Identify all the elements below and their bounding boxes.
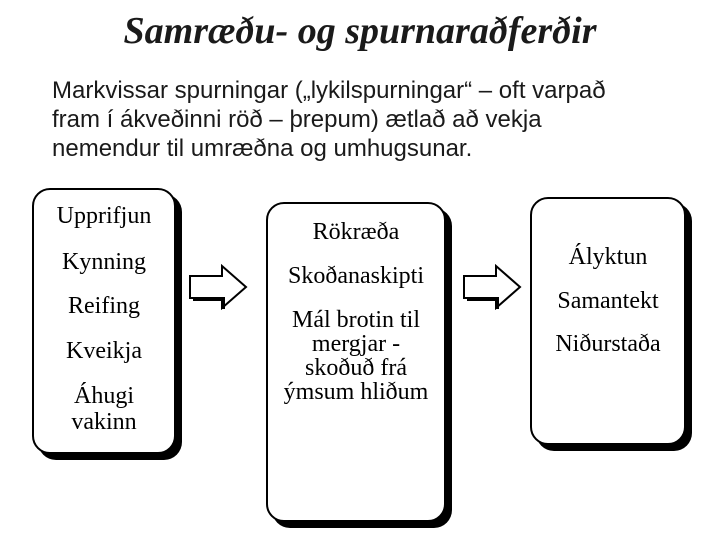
stage-item-kveikja: Kveikja xyxy=(66,338,142,364)
stage-box-discussion xyxy=(266,202,446,522)
intro-line-1: Markvissar spurningar („lykilspurningar“ – oft varpað xyxy=(52,77,606,104)
slide-title: Samræðu- og spurnaraðferðir xyxy=(123,10,597,52)
intro-line-3: nemendur til umræðna og umhugsunar. xyxy=(52,135,473,162)
stage-box-intro xyxy=(32,188,176,454)
stage-item-alyktun: Ályktun xyxy=(568,244,648,270)
stage-item-nidurstada: Niðurstaða xyxy=(555,331,661,357)
stage-item-ymsum-hlidum: ýmsum hliðum xyxy=(283,379,429,405)
intro-text xyxy=(52,76,692,163)
right-arrow-icon xyxy=(462,264,522,310)
intro-line-2: fram í ákveðinni röð – þrepum) ætlað að vekja xyxy=(52,106,542,133)
stage-item-vakinn: vakinn xyxy=(71,409,137,435)
stage-item-mergjar: mergjar - xyxy=(311,331,401,357)
stage-box-conclusion xyxy=(530,197,686,445)
stage-item-skodanaskipti: Skoðanaskipti xyxy=(288,263,424,289)
stage-item-samantekt: Samantekt xyxy=(557,288,659,314)
stage-item-rokraeda: Rökræða xyxy=(312,219,400,245)
stage-item-kynning: Kynning xyxy=(62,249,146,275)
stage-item-reifing: Reifing xyxy=(68,293,140,319)
right-arrow-icon xyxy=(188,264,248,310)
stage-item-ahugi: Áhugi xyxy=(74,383,134,409)
stage-item-upprifjun: Upprifjun xyxy=(56,203,152,229)
stage-item-skodud-fra: skoðuð frá xyxy=(305,355,407,381)
stage-item-mal-brotin: Mál brotin til xyxy=(292,307,420,333)
